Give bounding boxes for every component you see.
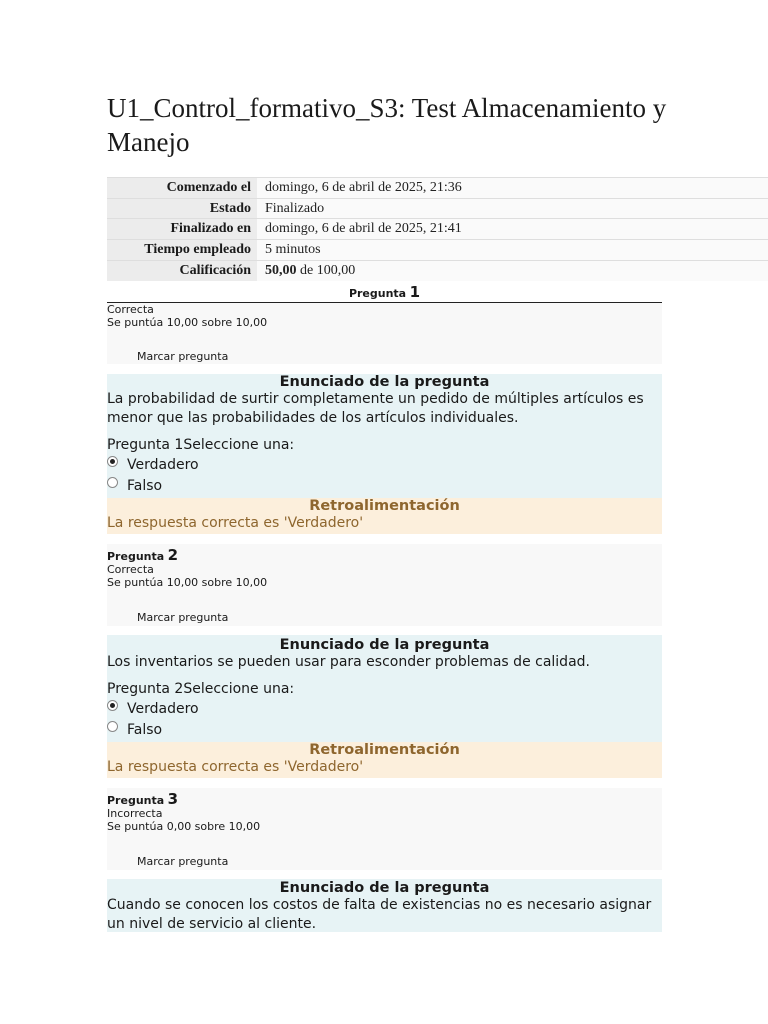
flag-question-link[interactable]: Marcar pregunta <box>137 611 229 624</box>
feedback-text: La respuesta correcta es 'Verdadero' <box>107 759 364 775</box>
question-status: Correcta <box>107 303 154 316</box>
question-score: Se puntúa 10,00 sobre 10,00 <box>107 316 268 329</box>
formulation-heading: Enunciado de la pregunta <box>279 374 490 390</box>
question-label: Pregunta <box>107 794 165 807</box>
question-2-formulation <box>107 635 662 742</box>
option-label: Falso <box>127 722 163 738</box>
question-status: Correcta <box>107 563 154 576</box>
question-label: Pregunta <box>348 287 407 300</box>
question-number: 1 <box>409 283 421 301</box>
grade-value: 50,00 <box>265 262 297 278</box>
question-1-formulation <box>107 374 662 498</box>
flag-question-link[interactable]: Marcar pregunta <box>137 855 229 868</box>
attempt-summary-table <box>107 177 768 281</box>
summary-label: Tiempo empleado <box>107 240 257 261</box>
feedback-heading: Retroalimentación <box>309 498 460 514</box>
summary-label: Comenzado el <box>107 178 257 199</box>
answer-prompt: Pregunta 1Seleccione una: <box>107 437 295 453</box>
option-label: Falso <box>127 478 163 494</box>
summary-value: domingo, 6 de abril de 2025, 21:41 <box>257 219 768 240</box>
question-text: Cuando se conocen los costos de falta de existencias no es necesario asignar un nivel de servicio al cliente. <box>107 897 652 932</box>
answer-option-falso[interactable] <box>107 476 662 497</box>
question-2-info <box>107 544 662 626</box>
option-label: Verdadero <box>127 457 199 473</box>
grade-total: de 100,00 <box>296 262 356 278</box>
summary-row <box>107 178 768 199</box>
summary-label: Finalizado en <box>107 219 257 240</box>
question-label: Pregunta <box>107 550 165 563</box>
summary-label: Estado <box>107 198 257 219</box>
answer-option-verdadero[interactable] <box>107 455 662 476</box>
formulation-heading: Enunciado de la pregunta <box>279 880 490 896</box>
question-number: 3 <box>167 790 179 808</box>
summary-value: 5 minutos <box>257 240 768 261</box>
radio-unselected-icon[interactable] <box>107 477 118 488</box>
answer-option-falso[interactable] <box>107 720 662 741</box>
question-number: 2 <box>167 546 179 564</box>
radio-selected-icon[interactable] <box>107 700 118 711</box>
question-text: Los inventarios se pueden usar para esconder problemas de calidad. <box>107 654 590 670</box>
option-label: Verdadero <box>127 701 199 717</box>
summary-value: Finalizado <box>257 198 768 219</box>
question-1-info <box>107 303 662 364</box>
flag-question-link[interactable]: Marcar pregunta <box>137 350 229 363</box>
summary-value: domingo, 6 de abril de 2025, 21:36 <box>257 178 768 199</box>
page-title: U1_Control_formativo_S3: Test Almacenamiento y Manejo <box>107 93 667 157</box>
question-title <box>107 788 662 807</box>
question-3-info <box>107 788 662 870</box>
summary-row <box>107 240 768 261</box>
question-score: Se puntúa 0,00 sobre 10,00 <box>107 820 261 833</box>
question-3-formulation <box>107 879 662 932</box>
summary-row <box>107 198 768 219</box>
radio-selected-icon[interactable] <box>107 456 118 467</box>
question-title <box>107 544 662 563</box>
question-text: La probabilidad de surtir completamente un pedido de múltiples artículos es menor que las probabilidades de los artículos individuales. <box>107 391 644 426</box>
formulation-heading: Enunciado de la pregunta <box>279 637 490 653</box>
summary-value <box>257 260 768 281</box>
answer-prompt: Pregunta 2Seleccione una: <box>107 681 295 697</box>
feedback-heading: Retroalimentación <box>309 742 460 758</box>
question-1-feedback <box>107 498 662 534</box>
question-2-feedback <box>107 742 662 778</box>
answer-option-verdadero[interactable] <box>107 699 662 720</box>
question-1-title <box>107 282 662 303</box>
radio-unselected-icon[interactable] <box>107 721 118 732</box>
summary-label: Calificación <box>107 260 257 281</box>
summary-row <box>107 219 768 240</box>
question-score: Se puntúa 10,00 sobre 10,00 <box>107 576 268 589</box>
question-status: Incorrecta <box>107 807 163 820</box>
feedback-text: La respuesta correcta es 'Verdadero' <box>107 515 364 531</box>
summary-row <box>107 260 768 281</box>
